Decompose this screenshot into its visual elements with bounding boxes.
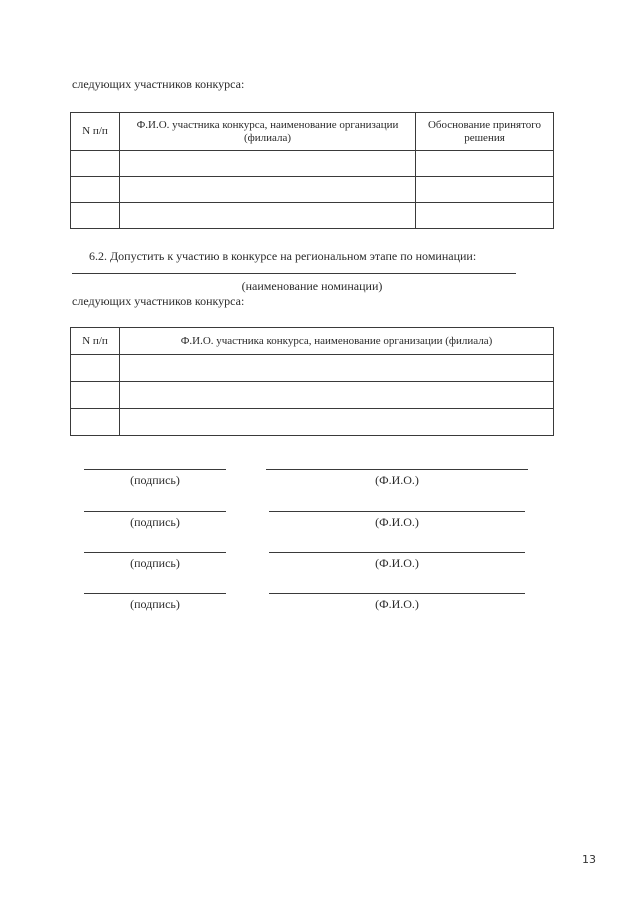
name-label: (Ф.И.О.) (375, 597, 419, 611)
table-cell (120, 382, 554, 409)
table-cell (416, 151, 554, 177)
table-row (71, 382, 554, 409)
table-cell (71, 151, 120, 177)
signature-line (84, 552, 226, 553)
nomination-caption: (наименование номинации) (241, 279, 383, 293)
signature-label: (подпись) (130, 473, 180, 487)
nomination-caption-wrap (0, 279, 640, 293)
table-cell (71, 177, 120, 203)
header-decision-reason: Обоснование принятого решения (416, 113, 554, 151)
signature-label: (подпись) (130, 597, 180, 611)
table-row (71, 409, 554, 436)
clause-6-2: 6.2. Допустить к участию в конкурсе на региональном этапе по номинации: (89, 249, 477, 263)
table-header-row (71, 113, 554, 151)
table-row (71, 355, 554, 382)
signature-line (84, 593, 226, 594)
participants-table-1 (70, 112, 554, 229)
table-cell (416, 203, 554, 229)
name-label: (Ф.И.О.) (375, 515, 419, 529)
section1-lead: следующих участников конкурса: (72, 77, 245, 91)
name-line (269, 511, 525, 512)
name-label: (Ф.И.О.) (375, 473, 419, 487)
table-cell (71, 409, 120, 436)
table-row (71, 151, 554, 177)
table-cell (120, 355, 554, 382)
table-row (71, 177, 554, 203)
header-participant: Ф.И.О. участника конкурса, наименование организации (филиала) (120, 328, 554, 355)
name-line (266, 469, 528, 470)
nomination-line (72, 273, 516, 274)
participants-table-2 (70, 327, 554, 436)
table-cell (120, 409, 554, 436)
section2-lead: следующих участников конкурса: (72, 294, 245, 308)
signature-line (84, 511, 226, 512)
table-header-row (71, 328, 554, 355)
table-cell (120, 203, 416, 229)
table-cell (71, 203, 120, 229)
table-cell (71, 355, 120, 382)
table-cell (120, 177, 416, 203)
page-number: 13 (582, 853, 596, 866)
header-number: N п/п (71, 113, 120, 151)
name-line (269, 552, 525, 553)
table-row (71, 203, 554, 229)
header-participant: Ф.И.О. участника конкурса, наименование организации (филиала) (120, 113, 416, 151)
table-cell (416, 177, 554, 203)
name-label: (Ф.И.О.) (375, 556, 419, 570)
signature-label: (подпись) (130, 515, 180, 529)
signature-label: (подпись) (130, 556, 180, 570)
signature-line (84, 469, 226, 470)
table-cell (120, 151, 416, 177)
name-line (269, 593, 525, 594)
table-cell (71, 382, 120, 409)
header-number: N п/п (71, 328, 120, 355)
